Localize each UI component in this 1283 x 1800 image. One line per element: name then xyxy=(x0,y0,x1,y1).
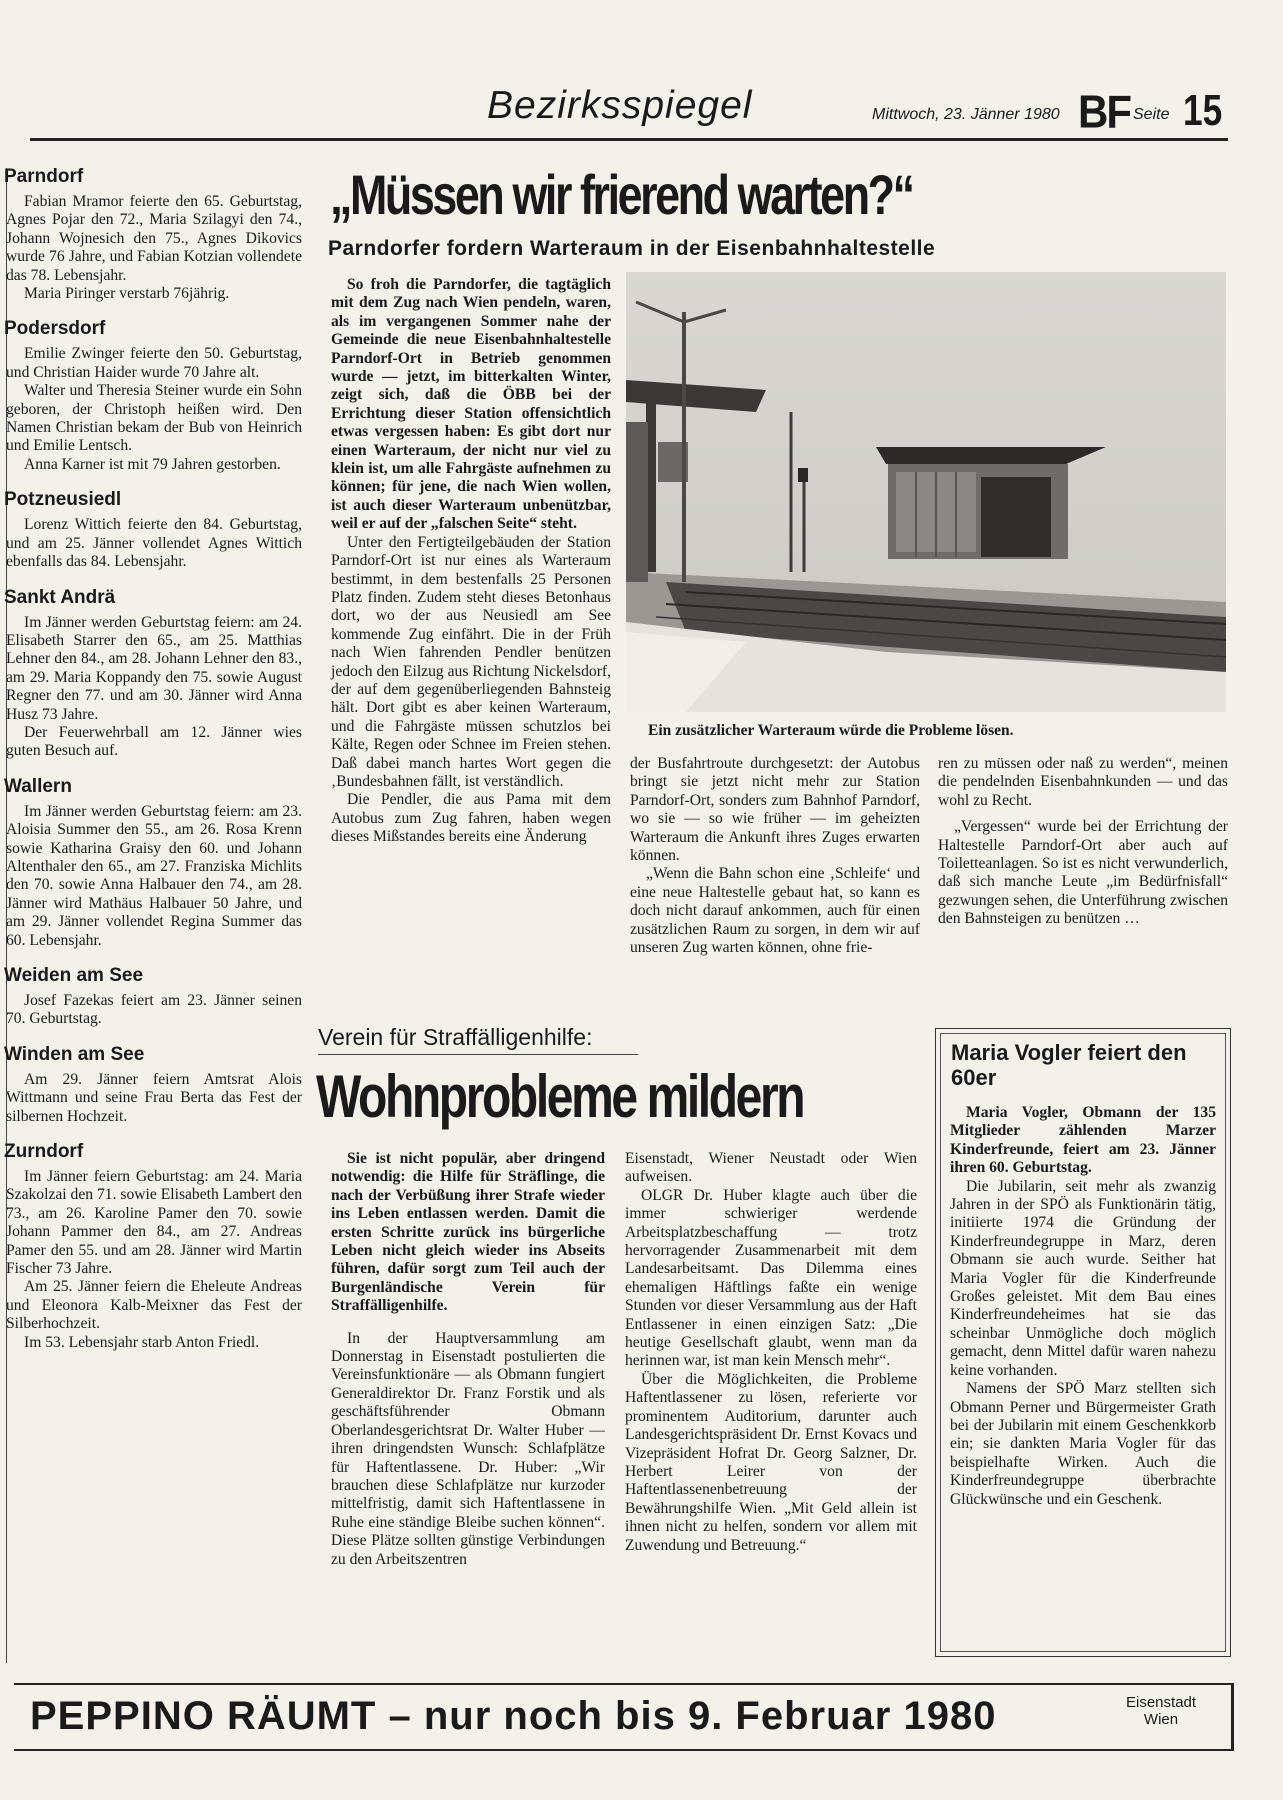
article1-paragraph: „Wenn die Bahn schon eine ‚Schleife‘ und eine neue Haltestelle gebaut hat, so kann es doch nicht darauf ankommen, auch für einen zusätzlichen Raum zu sorgen, in dem wir auf unseren Zug warten können, ohne frie- xyxy=(630,865,920,957)
local-paragraph: Der Feuerwehrball am 12. Jänner wies guten Besuch auf. xyxy=(6,723,302,760)
birthday-box-paragraph: Namens der SPÖ Marz stellten sich Obmann Perner und Bürgermeister Grath bei der Jubilarin mit einem Geschenkkorb ein; sie dankten Maria Vogler für das beispielhafte Wirken. Auch die Kinderfreundegruppe überbrachte Glückwünsche und ein Geschenk. xyxy=(950,1380,1216,1508)
article2-lead: Sie ist nicht populär, aber dringend notwendig: die Hilfe für Sträflinge, die nach der Verbüßung ihrer Strafe wieder ins Leben entlassen werden. Damit die ersten Schritte zurück ins bürgerliche Leben nicht gleich wieder ins Abseits führen, dafür sorgt zum Teil auch der Burgenländische Verein für Straffälligenhilfe. xyxy=(331,1150,605,1315)
article1-column-3 xyxy=(938,755,1228,929)
page-number: 15 xyxy=(1183,86,1223,135)
local-section xyxy=(6,965,302,1029)
local-paragraph: Maria Piringer verstarb 76jährig. xyxy=(24,285,230,303)
header-rule xyxy=(30,138,1228,141)
local-news-column xyxy=(6,166,302,1367)
article2-headline: Wohnprobleme mildern xyxy=(316,1063,804,1130)
local-paragraph: Lorenz Wittich feierte den 84. Geburtstag, und am 25. Jänner vollendet Agnes Wittich ebenfalls das 84. Lebensjahr. xyxy=(6,516,302,571)
local-paragraph: Anna Karner ist mit 79 Jahren gestorben. xyxy=(24,455,281,473)
advertisement-text: PEPPINO RÄUMT – nur noch bis 9. Februar 1980 xyxy=(30,1694,997,1738)
article1-column-1 xyxy=(331,276,611,847)
local-section xyxy=(6,1141,302,1352)
birthday-box-text xyxy=(950,1104,1216,1509)
local-paragraph: Im Jänner feiern Geburtstag: am 24. Maria Szakolzai den 71. sowie Elisabeth Lambert den 73., am 26. Karoline Pamer den 70. sowie Johann Pammer den 84., am 27. Andreas Pamer den 55. und am 28. Jänner wird Martin Fischer 73 Jahre. xyxy=(6,1168,302,1278)
birthday-box-lead: Maria Vogler, Obmann der 135 Mitglieder zählenden Marzer Kinderfreunde, feiert am 23. Jänner ihren 60. Geburtstag. xyxy=(950,1104,1216,1177)
article2-topic: Verein für Straffälligenhilfe: xyxy=(318,1024,593,1050)
article1-column-2 xyxy=(630,755,920,957)
local-paragraph: Fabian Mramor feierte den 65. Geburtstag, Agnes Pojar den 72., Maria Szilagyi den 74., Johann Wojnesich den 75., Agnes Dikovics wurde 76 Jahre, und Fabian Kotzian vollendete das 78. Lebensjahr. xyxy=(6,193,302,284)
advertisement-cities xyxy=(1126,1694,1196,1728)
article1-paragraph: ren zu müssen oder naß zu werden“, meinen die pendelnden Eisenbahnkunden — und das wohl zu Recht. xyxy=(938,755,1228,809)
article2-topic-rule xyxy=(318,1054,638,1055)
local-paragraph: Im Jänner werden Geburtstag feiern: am 24. Elisabeth Starrer den 65., am 25. Matthias Lehner den 84., am 28. Johann Lehner den 83., am 29. Maria Koppandy den 75. sowie August Regner den 77. und am 30. Jänner wird Anna Husz 73 Jahre. xyxy=(6,613,302,723)
station-photo xyxy=(626,272,1226,712)
local-paragraph: Emilie Zwinger feierte den 50. Geburtstag, und Christian Haider wurde 70 Jahre alt. xyxy=(6,345,302,381)
local-paragraph: Im Jänner werden Geburtstag feiern: am 23. Aloisia Summer den 55., am 26. Rosa Krenn sowie Katharina Graisy den 60. und Johann Altenthaler den 65., am 27. Franziska Michlits den 70. sowie Anna Halbauer den 74., am 28. Jänner wird Mathäus Halbauer 50 Jahre, und am 29. Jänner vollendet Regina Summer das 60. Lebensjahr. xyxy=(6,802,302,949)
local-paragraph: Josef Fazekas feiert am 23. Jänner seinen 70. Geburtstag. xyxy=(6,992,302,1028)
place-heading: Parndorf xyxy=(4,166,84,187)
local-section xyxy=(6,489,302,571)
article1-lead: So froh die Parndorfer, die tagtäglich mit dem Zug nach Wien pendeln, waren, als im vergangenen Sommer nahe der Gemeinde die neue Eisenbahnhaltestelle Parndorf-Ort in Betrieb genommen wurde — jetzt, im bitterkalten Winter, zeigt sich, daß die ÖBB bei der Errichtung dieser Station offensichtlich etwas vergessen haben: Es gibt dort nur einen Warteraum, der nicht nur viel zu klein ist, um alle Fahrgäste aufnehmen zu können; für jene, die nach Wien wollen, ist auch dieser Warteraum unbenützbar, weil er auf der „falschen Seite“ steht. xyxy=(331,276,611,533)
birthday-box-title: Maria Vogler feiert den 60er xyxy=(951,1040,1187,1090)
issue-date: Mittwoch, 23. Jänner 1980 xyxy=(872,106,1060,123)
article2-paragraph: Über die Möglichkeiten, die Probleme Haftentlassener zu lösen, referierte vor prominentem Auditorium, darunter auch Landesgerichtspräsident Dr. Ernst Kovacs und Vizepräsident Hofrat Dr. Georg Salzner, Dr. Herbert Leirer von der Haftentlassenenbetreuung der Bewährungshilfe Wien. „Mit Geld allein ist ihnen nicht zu helfen, sondern vor allem mit Zuwendung und Betreuung.“ xyxy=(625,1370,917,1554)
newspaper-logo: BF xyxy=(1078,85,1130,138)
local-section xyxy=(6,776,302,950)
article2-paragraph: Eisenstadt, Wiener Neustadt oder Wien aufweisen. xyxy=(625,1150,917,1186)
place-heading: Wallern xyxy=(4,775,72,797)
page-label: Seite xyxy=(1133,106,1170,123)
place-heading: Podersdorf xyxy=(4,318,106,340)
article2-column-2 xyxy=(625,1150,917,1555)
local-paragraph: Im 53. Lebensjahr starb Anton Friedl. xyxy=(24,1333,260,1351)
article1-paragraph: der Busfahrtroute durchgesetzt: der Autobus bringt sie jetzt nicht mehr zur Station Parndorf-Ort, sonders zum Bahnhof Parndorf, wo sie — so wie früher — im geheizten Warteraum die Ankunft ihres Zuges erwarten können. xyxy=(630,755,920,865)
article1-paragraph: Die Pendler, die aus Pama mit dem Autobus zum Zug fahren, haben wegen dieses Mißstandes bereits eine Änderung xyxy=(331,791,611,846)
local-paragraph: Walter und Theresia Steiner wurde ein Sohn geboren, der Christoph heißen wird. Den Namen Christian bekam der Bub von Heinrich und Emilie Lentsch. xyxy=(6,382,302,455)
advertisement-city: Wien xyxy=(1143,1711,1179,1728)
place-heading: Sankt Andrä xyxy=(4,586,116,608)
article2-column-1 xyxy=(331,1150,605,1569)
place-heading: Weiden am See xyxy=(4,965,144,986)
article1-paragraph: „Vergessen“ wurde bei der Errichtung der Haltestelle Parndorf-Ort aber auch auf Toiletteanlagen. So ist es nicht verwunderlich, daß sich manche Leute „im Bedürfnisfall“ gezwungen sehen, die Unterführung zwischen den Bahnsteigen zu benützen … xyxy=(938,818,1228,928)
place-heading: Winden am See xyxy=(4,1043,145,1065)
article2-paragraph: In der Hauptversammlung am Donnerstag in Eisenstadt postulierten die Vereinsfunktionäre — als Obmann fungiert Generaldirektor Dr. Franz Forstik und als geschäftsführender Obmann Oberlandesgerichtsrat Dr. Walter Huber — ihren dringendsten Wunsch: Schlafplätze für Haftentlassene. Dr. Huber: „Wir brauchen diese Schlafplätze nur kurzoder mittelfristig, damit sich Haftentlassene in Ruhe eine ständige Bleibe suchen können“. Diese Plätze sollten günstige Verbindungen zu den Arbeitszentren xyxy=(331,1329,605,1568)
place-heading: Potzneusiedl xyxy=(4,489,122,511)
local-section xyxy=(6,1044,302,1126)
local-section xyxy=(6,587,302,761)
local-paragraph: Am 29. Jänner feiern Amtsrat Alois Wittmann und seine Frau Berta das Fest der silbernen Hochzeit. xyxy=(6,1070,302,1125)
article1-paragraph: Unter den Fertigteilgebäuden der Station Parndorf-Ort ist nur eines als Warteraum bestimmt, in dem bestenfalls 25 Personen Platz finden. Zudem steht dieses Betonhaus dort, wo der aus Neusiedl am See kommende Zug einfährt. Die in der Früh nach Wien fahrenden Pendler benützen jedoch den Eilzug aus Richtung Nickelsdorf, der auf dem gegenüberliegenden Bahnsteig hält. Dort gibt es aber keinen Warteraum, und die Fahrgäste müssen schutzlos bei Kälte, Regen oder Schnee im Freien stehen. Daß dabei manch hartes Wort gegen die ‚Bundesbahnen fällt, ist verständlich. xyxy=(331,533,611,790)
advertisement-city: Eisenstadt xyxy=(1126,1694,1197,1711)
article2-paragraph: OLGR Dr. Huber klagte auch über die immer schwieriger werdende Arbeitsplatzbeschaffung — trotz hervorragender Zusammenarbeit mit dem Landesarbeitsamt. Das Dilemma eines ehemaligen Häftlings faßte ein wenige Stunden vor dieser Versammlung aus der Haft Entlassener in einen einzigen Satz: „Die heutige Gesellschaft glaubt, wenn man da herinnen war, ist man kein Mensch mehr“. xyxy=(625,1186,917,1370)
section-title: Bezirksspiegel xyxy=(487,84,753,127)
article1-subhead: Parndorfer fordern Warteraum in der Eisenbahnhaltestelle xyxy=(328,237,936,260)
local-section xyxy=(6,318,302,474)
local-paragraph: Am 25. Jänner feiern die Eheleute Andreas und Eleonora Kalb-Meixner das Fest der Silberhochzeit. xyxy=(6,1278,302,1333)
local-section xyxy=(6,166,302,303)
article1-headline: „Müssen wir frierend warten?“ xyxy=(330,163,913,226)
place-heading: Zurndorf xyxy=(4,1141,84,1163)
photo-caption: Ein zusätzlicher Warteraum würde die Probleme lösen. xyxy=(648,722,1014,739)
birthday-box-paragraph: Die Jubilarin, seit mehr als zwanzig Jahren in der SPÖ als Funktionärin tätig, initiierte 1974 die Gründung der Kinderfreundegruppe in Marz, deren Obmann sie auch wurde. Seither hat Maria Vogler für die Kinderfreunde Großes geleistet. Mit dem Bau eines Kinderfreundeheimes hat sie das scheinbar Unmögliche doch möglich gemacht, denn Mittel dafür waren nahezu keine vorhanden. xyxy=(950,1177,1216,1379)
